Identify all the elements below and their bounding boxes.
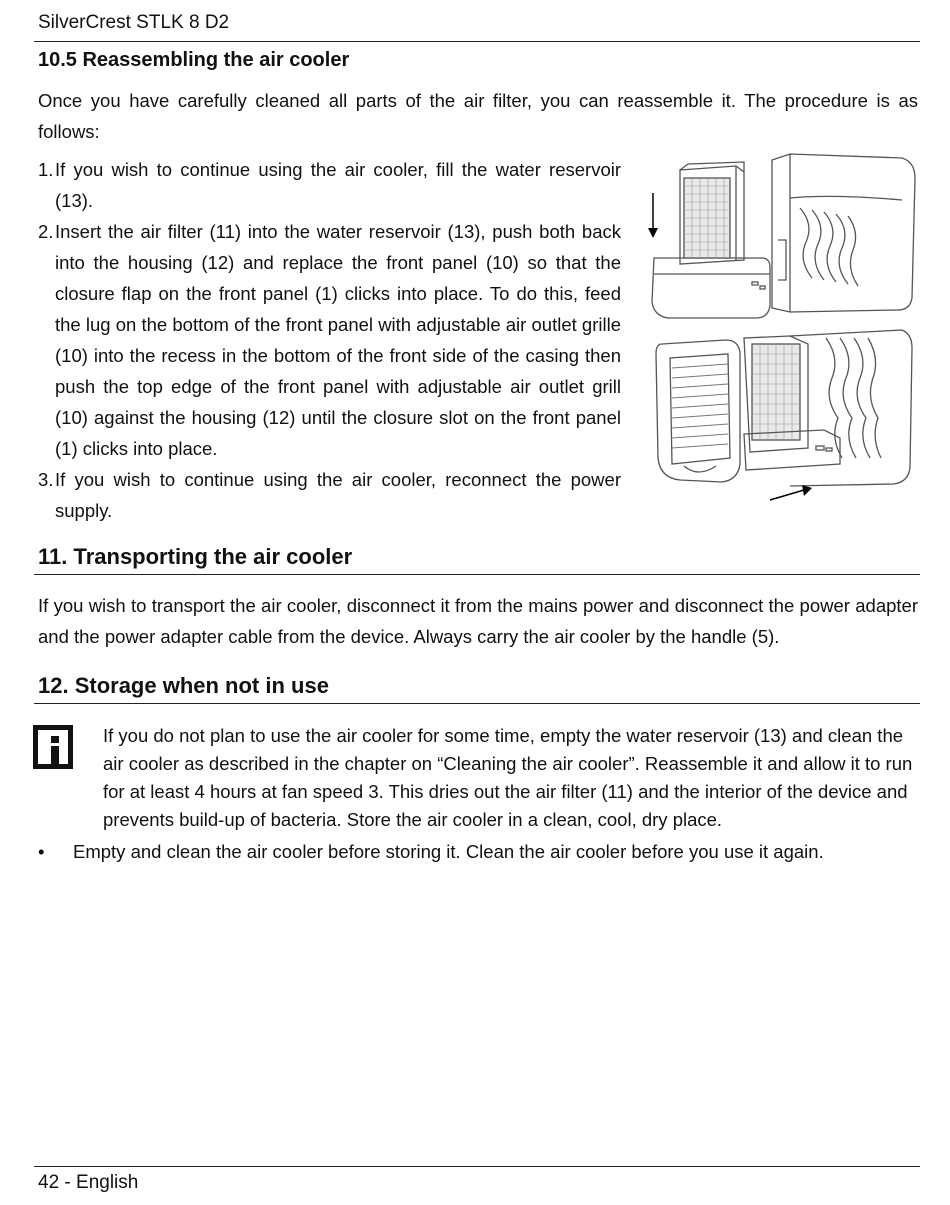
section-12-heading: 12. Storage when not in use (38, 673, 329, 698)
step-number: 2. (38, 221, 54, 242)
footer-rule (34, 1166, 920, 1167)
storage-note: If you do not plan to use the air cooler for some time, empty the water reservoir (13) and clean the air cooler as described in the chapter on “Cleaning the air cooler”. Reassemble it and allow it to run for at least 4 hours at fan speed 3. This dries out the air filter (11) and the interior of the device and prevents build-up of bacteria. Store the air cooler in a clean, cool, dry place. (103, 725, 913, 830)
step-item (38, 464, 621, 526)
section-11-rule (34, 574, 920, 575)
step-text: If you wish to continue using the air cooler, fill the water reservoir (13). (55, 159, 621, 211)
section-11-heading: 11. Transporting the air cooler (38, 544, 353, 569)
bullet-text: Empty and clean the air cooler before storing it. Clean the air cooler before you use it again. (73, 841, 824, 862)
section-11-text: If you wish to transport the air cooler, disconnect it from the mains power and disconnect the power adapter and the power adapter cable from the device. Always carry the air cooler by the handle (5). (38, 595, 918, 647)
info-icon (33, 725, 73, 769)
page-number: 42 - English (38, 1172, 139, 1193)
header-product-name: SilverCrest STLK 8 D2 (38, 12, 230, 33)
step-number: 1. (38, 159, 54, 180)
step-item (38, 216, 621, 464)
reassembly-illustration (640, 148, 922, 510)
insert-filter-illustration (648, 154, 915, 318)
info-icon-stem (51, 746, 59, 765)
bullet-dot: • (38, 841, 45, 862)
step-number: 3. (38, 469, 54, 490)
attach-front-panel-illustration (656, 330, 912, 500)
step-text: If you wish to continue using the air cooler, reconnect the power supply. (55, 469, 621, 521)
step-item (38, 154, 621, 216)
reassembly-steps (38, 154, 621, 526)
info-icon-dot (51, 736, 59, 743)
section-10-5-intro: Once you have carefully cleaned all parts of the air filter, you can reassemble it. The procedure is as follows: (38, 90, 918, 142)
section-12-rule (34, 703, 920, 704)
section-10-5-heading: 10.5 Reassembling the air cooler (38, 49, 350, 71)
header-rule (34, 41, 920, 42)
step-text: Insert the air filter (11) into the water reservoir (13), push both back into the housing (12) and replace the front panel (10) so that the closure flap on the front panel (1) clicks into place. To do this, feed the lug on the bottom of the front panel with adjustable air outlet grille (10) into the recess in the bottom of the front side of the casing then push the top edge of the front panel with adjustable air outlet grill (10) against the housing (12) until the closure slot on the front panel (1) clicks into place. (55, 221, 621, 459)
